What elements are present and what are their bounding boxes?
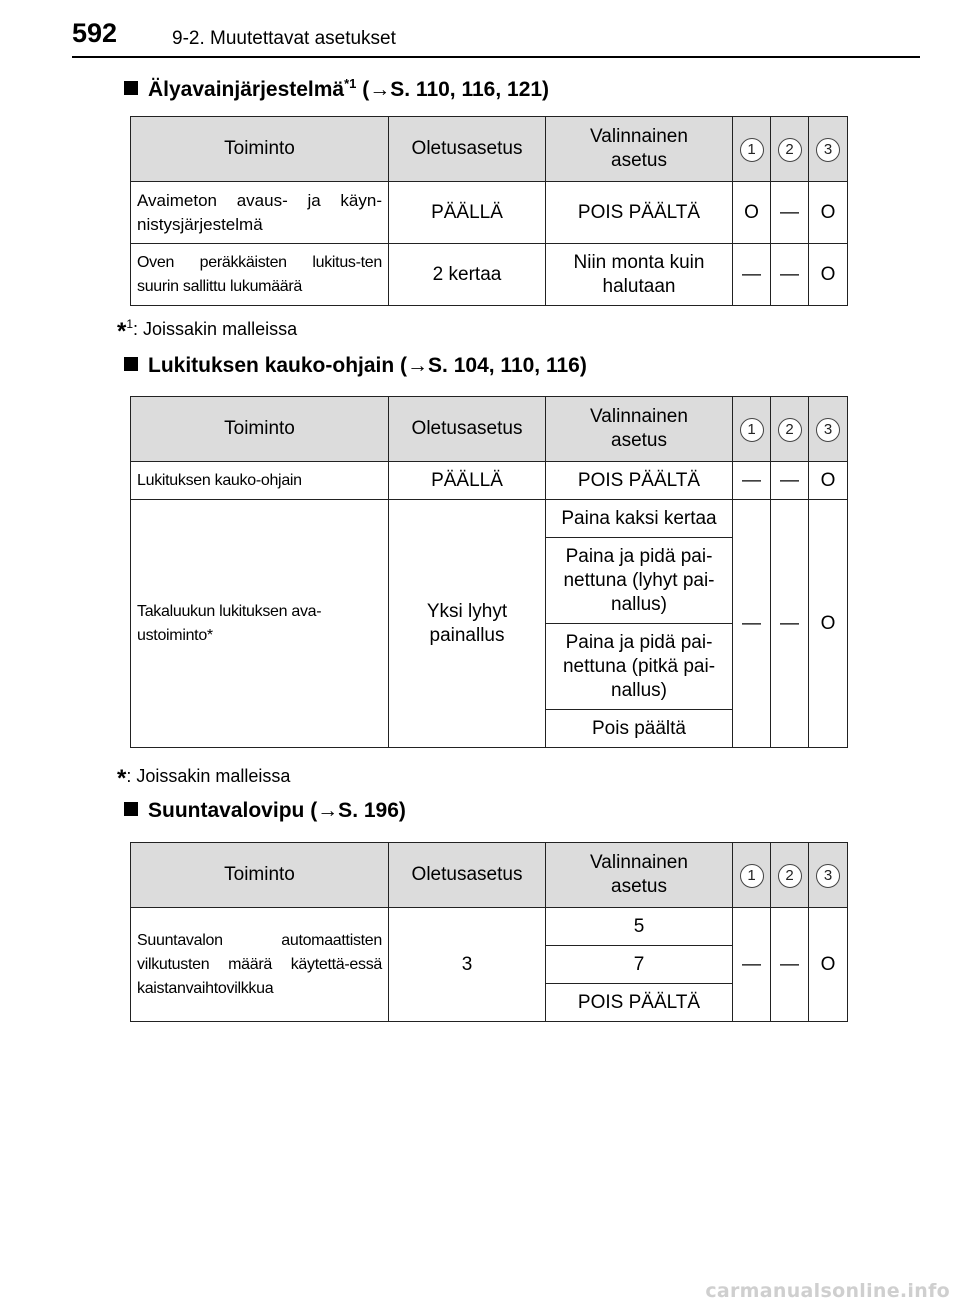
table-header-row — [131, 843, 848, 908]
cell-function: Oven peräkkäisten lukitus-ten suurin sallittu lukumäärä — [131, 244, 389, 306]
circled-1-icon: 1 — [740, 138, 764, 162]
circled-3-icon: 3 — [816, 418, 840, 442]
footnote-star: * — [117, 318, 127, 345]
square-bullet-icon — [124, 802, 138, 816]
cell-option: Paina kaksi kertaa — [546, 500, 733, 538]
cell-option: POIS PÄÄLTÄ — [546, 984, 733, 1022]
cell-option: Pois päältä — [546, 710, 733, 748]
section2-title: Lukituksen kauko-ohjain — [148, 354, 395, 377]
cell-default: PÄÄLLÄ — [389, 462, 546, 500]
circled-2-icon: 2 — [778, 418, 802, 442]
header-default: Oletusasetus — [389, 397, 546, 462]
circled-3-icon: 3 — [816, 138, 840, 162]
table-header-row — [131, 117, 848, 182]
cell-function: Lukituksen kauko-ohjain — [131, 462, 389, 500]
cell-option: Paina ja pidä pai-nettuna (pitkä pai-nallus) — [546, 624, 733, 710]
section-label: 9-2. Muutettavat asetukset — [172, 28, 396, 49]
cell-mode-2: — — [771, 908, 809, 1022]
header-optional: Valinnainen asetus — [546, 843, 733, 908]
footnote-text: : Joissakin malleissa — [126, 766, 291, 786]
circled-2-icon: 2 — [778, 864, 802, 888]
section3-heading — [124, 799, 406, 823]
circled-1-icon: 1 — [740, 864, 764, 888]
smart-key-settings-table — [130, 116, 848, 306]
cell-mode-1: O — [733, 182, 771, 244]
section3-page-ref: (→S. 196) — [304, 799, 406, 822]
page-number: 592 — [72, 18, 118, 48]
section1-title: Älyavainjärjestelmä — [148, 78, 345, 101]
cell-option: Paina ja pidä pai-nettuna (lyhyt pai-nallus) — [546, 538, 733, 624]
header-optional: Valinnainen asetus — [546, 117, 733, 182]
square-bullet-icon — [124, 357, 138, 371]
header-rule — [72, 56, 920, 58]
cell-default: PÄÄLLÄ — [389, 182, 546, 244]
cell-mode-1: — — [733, 500, 771, 748]
section1-heading — [124, 76, 549, 102]
cell-function: Takaluukun lukituksen ava-ustoiminto* — [131, 500, 389, 748]
cell-mode-3: O — [809, 244, 848, 306]
section2-page-ref: (→S. 104, 110, 116) — [394, 354, 587, 377]
cell-option: 5 — [546, 908, 733, 946]
header-function: Toiminto — [131, 397, 389, 462]
cell-default: 2 kertaa — [389, 244, 546, 306]
section1-page-ref: (→S. 110, 116, 121) — [356, 78, 550, 101]
circled-2-icon: 2 — [778, 138, 802, 162]
section2-heading — [124, 354, 587, 378]
cell-optional: Niin monta kuin halutaan — [546, 244, 733, 306]
table-header-row — [131, 397, 848, 462]
header-optional: Valinnainen asetus — [546, 397, 733, 462]
cell-mode-1: — — [733, 462, 771, 500]
cell-mode-2: — — [771, 462, 809, 500]
cell-mode-1: — — [733, 244, 771, 306]
section2-footnote — [117, 761, 291, 792]
cell-mode-3: O — [809, 908, 848, 1022]
header-mode-2 — [771, 843, 809, 908]
cell-mode-3: O — [809, 182, 848, 244]
cell-optional: POIS PÄÄLTÄ — [546, 462, 733, 500]
header-mode-3 — [809, 117, 848, 182]
cell-mode-2: — — [771, 182, 809, 244]
header-function: Toiminto — [131, 843, 389, 908]
section1-footnote — [117, 314, 298, 345]
header-default: Oletusasetus — [389, 843, 546, 908]
cell-mode-3: O — [809, 500, 848, 748]
header-function: Toiminto — [131, 117, 389, 182]
section1-title-footnote-mark: *1 — [344, 76, 357, 91]
square-bullet-icon — [124, 81, 138, 95]
circled-1-icon: 1 — [740, 418, 764, 442]
table-row — [131, 244, 848, 306]
header-default: Oletusasetus — [389, 117, 546, 182]
footnote-star: * — [117, 765, 127, 792]
cell-mode-2: — — [771, 500, 809, 748]
header-mode-3 — [809, 397, 848, 462]
cell-function: Avaimeton avaus- ja käyn-nistysjärjestelmä — [131, 182, 389, 244]
watermark: carmanualsonline.info — [705, 1280, 950, 1302]
header-mode-2 — [771, 397, 809, 462]
remote-lock-settings-table — [130, 396, 848, 748]
footnote-text: : Joissakin malleissa — [133, 319, 298, 339]
footnote-number: 1 — [126, 317, 134, 331]
table-row — [131, 462, 848, 500]
cell-mode-1: — — [733, 908, 771, 1022]
cell-optional: POIS PÄÄLTÄ — [546, 182, 733, 244]
cell-option: 7 — [546, 946, 733, 984]
cell-function: Suuntavalon automaattisten vilkutusten määrä käytettä-essä kaistanvaihtovilkkua — [131, 908, 389, 1022]
table-row — [131, 182, 848, 244]
header-mode-1 — [733, 397, 771, 462]
table-row — [131, 908, 848, 946]
cell-default: 3 — [389, 908, 546, 1022]
table-row — [131, 500, 848, 538]
circled-3-icon: 3 — [816, 864, 840, 888]
header-mode-2 — [771, 117, 809, 182]
header-mode-3 — [809, 843, 848, 908]
cell-mode-3: O — [809, 462, 848, 500]
turn-signal-settings-table — [130, 842, 848, 1022]
cell-mode-2: — — [771, 244, 809, 306]
header-mode-1 — [733, 843, 771, 908]
section3-title: Suuntavalovipu — [148, 799, 305, 822]
cell-default: Yksi lyhyt painallus — [389, 500, 546, 748]
header-mode-1 — [733, 117, 771, 182]
